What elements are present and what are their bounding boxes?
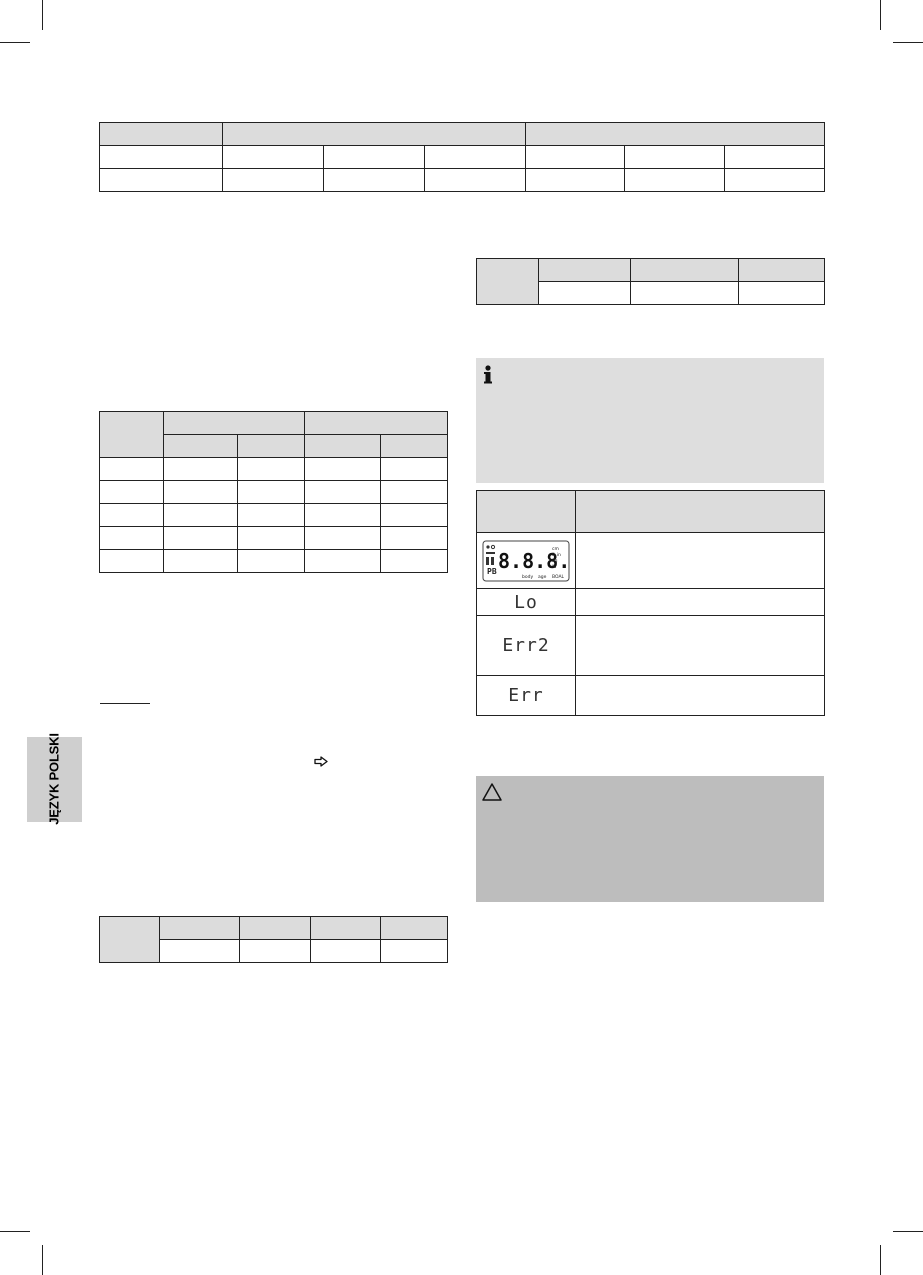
table-cell [240, 917, 311, 940]
svg-text:kg: kg [552, 558, 558, 564]
table-cell [305, 412, 448, 435]
crop-mark [0, 1231, 30, 1232]
table-cell [100, 550, 164, 573]
table-cell [381, 504, 448, 527]
table-cell [164, 481, 238, 504]
table-cell [539, 282, 631, 305]
table-row [100, 123, 825, 146]
table-row [100, 169, 825, 192]
table-cell [305, 527, 381, 550]
table-row [100, 458, 448, 481]
table-cell [100, 169, 223, 192]
table-cell [576, 676, 825, 716]
table-cell [625, 146, 725, 169]
table-cell [631, 282, 739, 305]
underlined-text-line [100, 703, 150, 704]
table-cell [381, 458, 448, 481]
table-cell [539, 259, 631, 282]
table-cell [305, 504, 381, 527]
table-cell [381, 550, 448, 573]
table-cell [625, 169, 725, 192]
right-small-table [476, 258, 825, 305]
table-row [100, 412, 448, 435]
table-row [100, 917, 448, 940]
table-row [477, 589, 825, 616]
table-cell [324, 146, 425, 169]
crop-mark [893, 1231, 923, 1232]
table-cell [305, 458, 381, 481]
table-cell [238, 504, 305, 527]
table-cell [238, 458, 305, 481]
table-cell [324, 169, 425, 192]
table-cell [526, 146, 625, 169]
table-cell [100, 458, 164, 481]
info-note-box [476, 358, 824, 483]
table-cell [100, 123, 223, 146]
table-cell [223, 169, 324, 192]
table-cell [381, 435, 448, 458]
language-label: JĘZYK POLSKI [46, 733, 62, 825]
table-cell [223, 146, 324, 169]
table-cell [100, 146, 223, 169]
table-cell [477, 676, 576, 716]
svg-text:BOAL: BOAL [552, 574, 565, 580]
table-cell [725, 169, 825, 192]
table-cell [100, 917, 160, 963]
table-cell [381, 527, 448, 550]
svg-text:cm: cm [552, 546, 559, 552]
table-row [100, 504, 448, 527]
warning-note-box [476, 776, 824, 902]
crop-mark [880, 1245, 881, 1275]
table-cell [160, 917, 240, 940]
table-cell [477, 533, 576, 589]
table-cell [477, 589, 576, 616]
table-cell [100, 527, 164, 550]
table-cell [100, 412, 164, 458]
table-cell [526, 169, 625, 192]
table-cell [477, 491, 576, 533]
table-cell [164, 550, 238, 573]
table-cell [305, 550, 381, 573]
lcd-err-icon: Err [508, 685, 544, 706]
warning-triangle-icon [481, 782, 503, 802]
table-cell [164, 435, 238, 458]
lcd-err2-icon: Err2 [502, 635, 550, 656]
table-cell [238, 481, 305, 504]
svg-text:age: age [538, 574, 547, 580]
table-cell [100, 504, 164, 527]
table-cell [739, 282, 825, 305]
table-cell [238, 527, 305, 550]
table-cell [311, 940, 381, 963]
table-cell [164, 527, 238, 550]
crop-mark [42, 0, 43, 30]
table-cell [305, 481, 381, 504]
table-row [100, 146, 825, 169]
svg-text:PB: PB [487, 566, 497, 576]
table-cell [240, 940, 311, 963]
left-mid-table [99, 411, 448, 573]
crop-mark [880, 0, 881, 30]
table-cell [477, 259, 539, 305]
lcd-full-segment-display [482, 540, 570, 582]
display-codes-table [476, 490, 825, 716]
table-row [100, 527, 448, 550]
table-cell [381, 917, 448, 940]
table-cell [631, 259, 739, 282]
table-cell [223, 123, 526, 146]
crop-mark [893, 42, 923, 43]
crop-mark [0, 42, 30, 43]
svg-text:ft.in: ft.in [552, 552, 561, 558]
table-cell [381, 481, 448, 504]
table-cell [739, 259, 825, 282]
table-cell [576, 616, 825, 676]
top-table [99, 122, 825, 192]
table-cell [576, 491, 825, 533]
table-cell [164, 504, 238, 527]
table-cell [381, 940, 448, 963]
table-row [477, 491, 825, 533]
table-row [477, 533, 825, 589]
table-row [100, 550, 448, 573]
table-cell [425, 146, 526, 169]
table-cell [725, 146, 825, 169]
svg-text:8.8.8.8: 8.8.8. [498, 548, 570, 573]
table-cell [311, 917, 381, 940]
svg-text:%: % [552, 564, 557, 570]
bottom-left-table [99, 916, 448, 963]
info-icon [482, 365, 494, 385]
table-cell [477, 616, 576, 676]
table-row [477, 616, 825, 676]
table-cell [164, 412, 305, 435]
table-cell [238, 435, 305, 458]
table-cell [100, 481, 164, 504]
table-cell [160, 940, 240, 963]
table-cell [576, 589, 825, 616]
crop-mark [42, 1245, 43, 1275]
table-row [100, 481, 448, 504]
table-cell [305, 435, 381, 458]
table-row [477, 259, 825, 282]
svg-text:body: body [522, 574, 534, 580]
table-cell [238, 550, 305, 573]
table-cell [164, 458, 238, 481]
table-cell [425, 169, 526, 192]
table-row [477, 676, 825, 716]
table-cell [576, 533, 825, 589]
arrow-right-icon [314, 756, 328, 767]
table-cell [526, 123, 825, 146]
lcd-lo-icon: Lo [514, 591, 538, 613]
